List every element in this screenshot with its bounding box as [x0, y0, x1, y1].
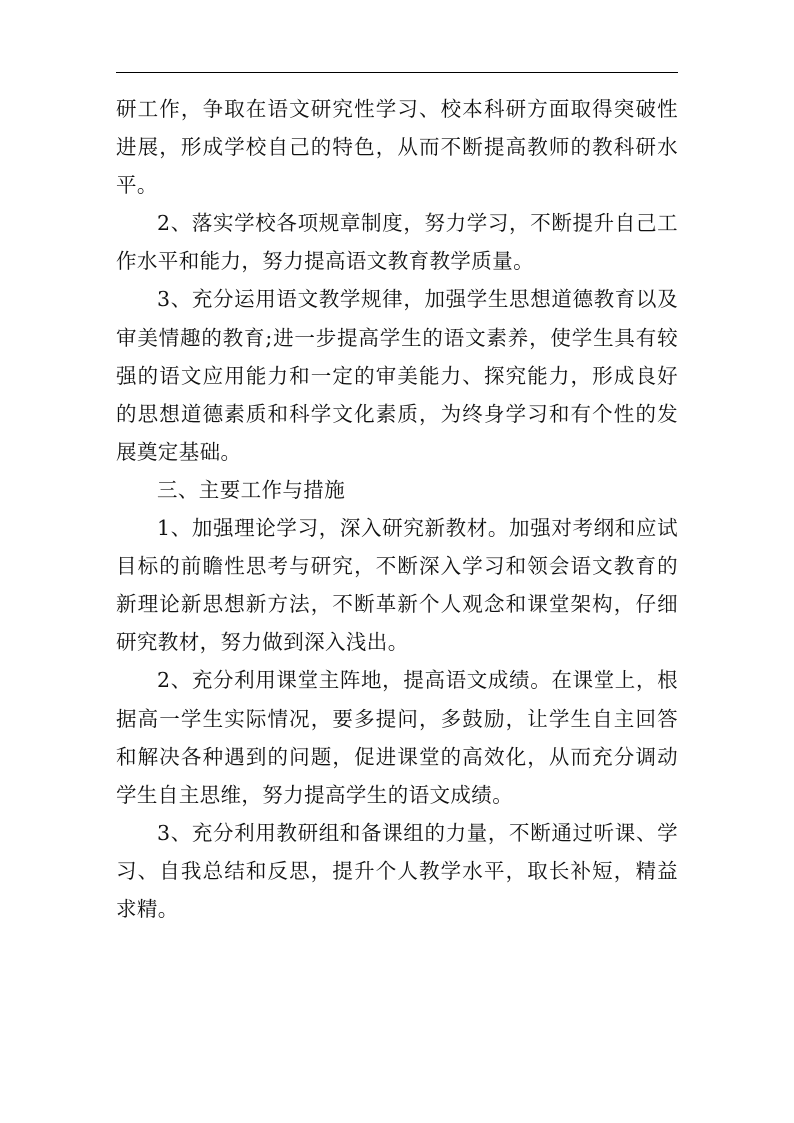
- paragraph-measure-3: 3、充分利用教研组和备课组的力量，不断通过听课、学习、自我总结和反思，提升个人教学水平，取长补短，精益求精。: [116, 820, 678, 921]
- section-heading: 三、主要工作与措施: [157, 477, 346, 502]
- header-rule: [116, 72, 678, 73]
- paragraph-item-2: 2、落实学校各项规章制度，努力学习，不断提升自己工作水平和能力，努力提高语文教育教学质量。: [116, 211, 678, 274]
- paragraph-measure-1: 1、加强理论学习，深入研究新教材。加强对考纲和应试目标的前瞻性思考与研究，不断深入学习和领会语文教育的新理论新思想新方法，不断革新个人观念和课堂架构，仔细研究教材，努力做到深入浅出。: [116, 516, 678, 655]
- paragraph-continuation: 研工作，争取在语文研究性学习、校本科研方面取得突破性进展，形成学校自己的特色，从而不断提高教师的教科研水平。: [116, 97, 678, 198]
- paragraph-item-3: 3、充分运用语文教学规律，加强学生思想道德教育以及审美情趣的教育;进一步提高学生的语文素养，使学生具有较强的语文应用能力和一定的审美能力、探究能力，形成良好的思想道德素质和科学文化素质，为终身学习和有个性的发展奠定基础。: [116, 287, 678, 464]
- paragraph-measure-2: 2、充分利用课堂主阵地，提高语文成绩。在课堂上，根据高一学生实际情况，要多提问，多鼓励，让学生自主回答和解决各种遇到的问题，促进课堂的高效化，从而充分调动学生自主思维，努力提高学生的语文成绩。: [116, 668, 678, 807]
- document-body: [116, 90, 678, 928]
